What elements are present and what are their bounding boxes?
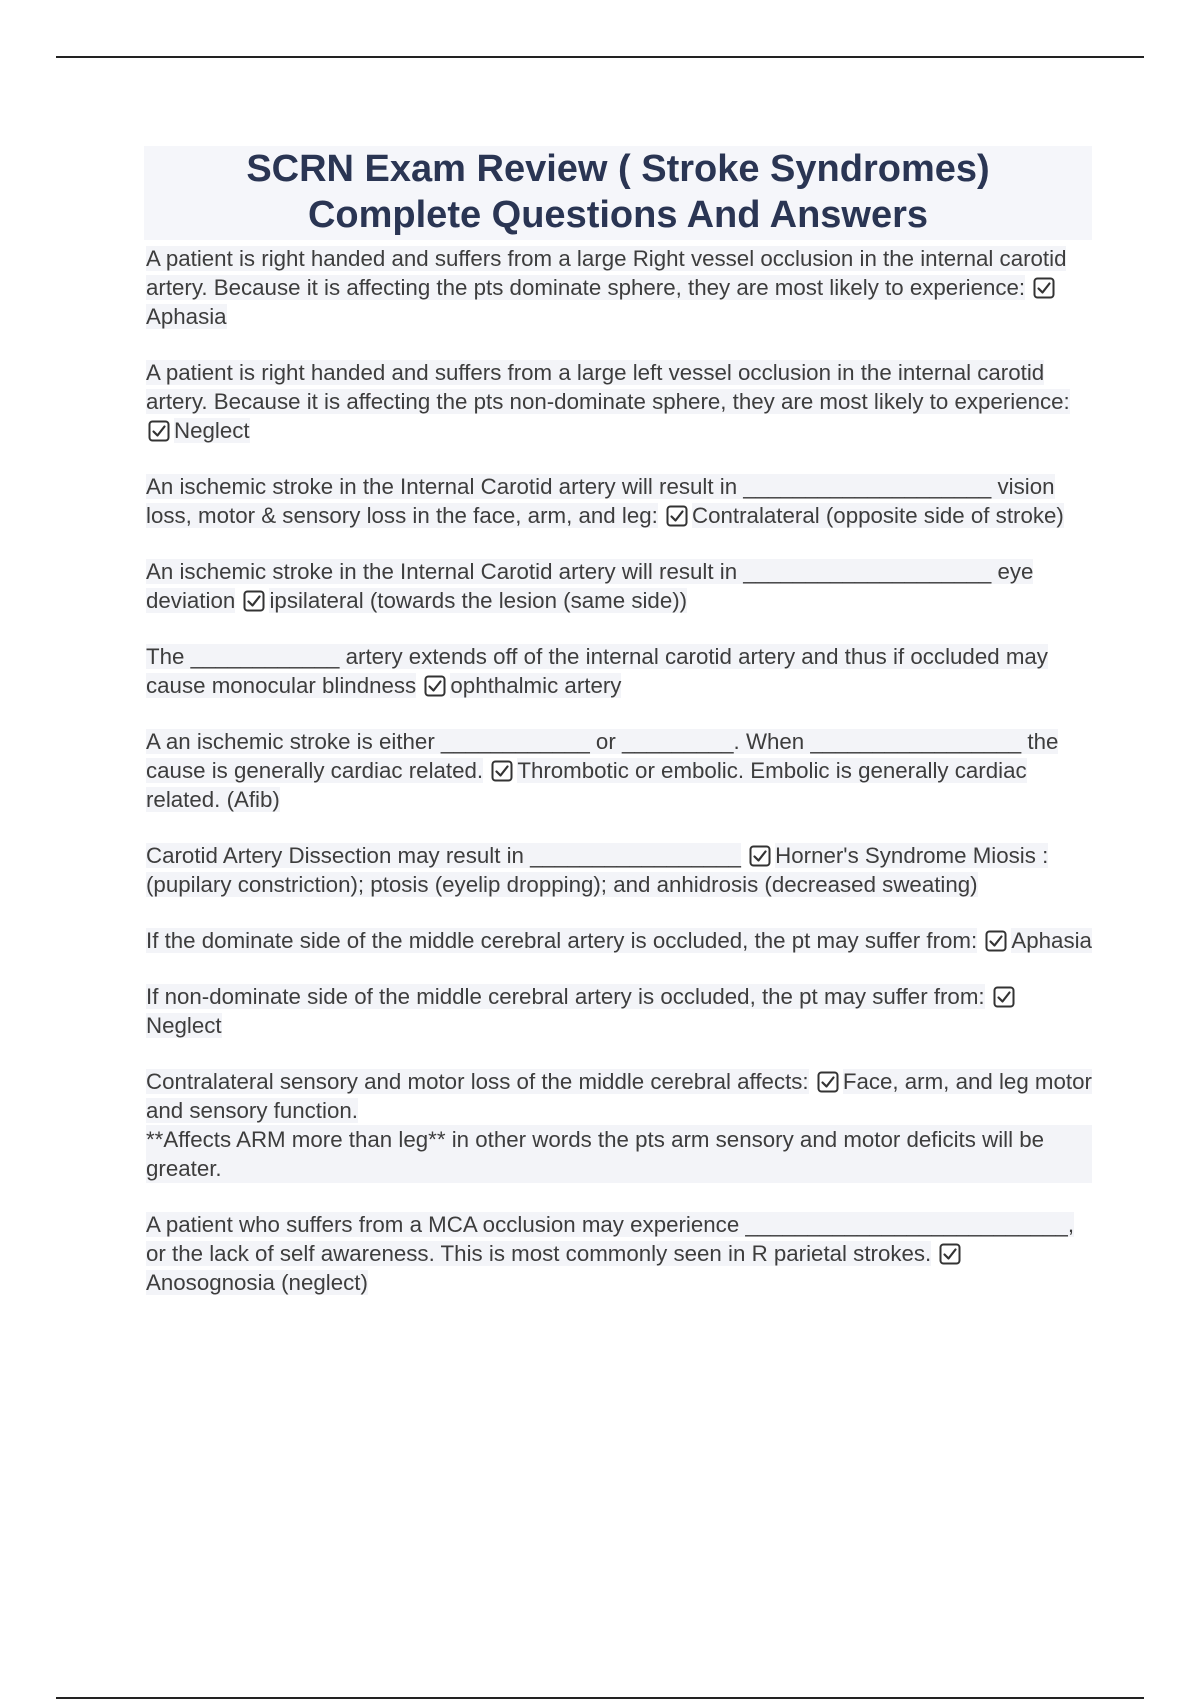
qa-item bbox=[144, 358, 1092, 445]
question-text: Contralateral sensory and motor loss of the middle cerebral affects: bbox=[146, 1069, 809, 1094]
qa-item bbox=[144, 244, 1092, 331]
answer-text: Aphasia bbox=[1011, 928, 1092, 953]
answer-text: ophthalmic artery bbox=[450, 673, 622, 698]
answer-text: Anosognosia (neglect) bbox=[146, 1270, 368, 1295]
question-text: The ____________ artery extends off of the internal carotid artery and thus if occluded may cause monocular blindness bbox=[146, 644, 1048, 698]
answer-text: Horner's Syndrome Miosis : (pupilary constriction); ptosis (eyelip dropping); and anhidrosis (decreased sweating) bbox=[146, 843, 1049, 897]
answer-text: Neglect bbox=[146, 1013, 222, 1038]
document-body bbox=[144, 146, 1092, 1324]
question-text: An ischemic stroke in the Internal Carotid artery will result in ____________________ vision loss, motor & sensory loss in the face, arm, and leg: bbox=[146, 474, 1055, 528]
checkbox-check-icon bbox=[243, 590, 265, 612]
question-text: A an ischemic stroke is either ____________ or _________. When _________________ the cause is generally cardiac related. bbox=[146, 729, 1059, 783]
checkbox-check-icon bbox=[148, 420, 170, 442]
footer-rule bbox=[56, 1697, 1144, 1699]
answer-text: Face, arm, and leg motor and sensory function. bbox=[146, 1069, 1092, 1123]
question-text: Carotid Artery Dissection may result in _________________ bbox=[146, 843, 741, 868]
question-text: A patient is right handed and suffers from a large Right vessel occlusion in the internal carotid artery. Because it is affecting the pts dominate sphere, they are most likely to experience: bbox=[146, 246, 1067, 300]
title-block bbox=[144, 146, 1092, 240]
checkbox-check-icon bbox=[424, 675, 446, 697]
answer-text: Aphasia bbox=[146, 304, 227, 329]
qa-item bbox=[144, 727, 1092, 814]
checkbox-check-icon bbox=[666, 505, 688, 527]
question-text: A patient is right handed and suffers from a large left vessel occlusion in the internal carotid artery. Because it is affecting the pts non-dominate sphere, they are most likely to experience: bbox=[146, 360, 1070, 414]
qa-list bbox=[144, 244, 1092, 1297]
qa-item bbox=[144, 1067, 1092, 1183]
checkbox-check-icon bbox=[985, 930, 1007, 952]
qa-item bbox=[144, 982, 1092, 1040]
qa-item bbox=[144, 926, 1092, 955]
checkbox-check-icon bbox=[749, 845, 771, 867]
checkbox-check-icon bbox=[993, 986, 1015, 1008]
answer-text: Contralateral (opposite side of stroke) bbox=[692, 503, 1064, 528]
header-rule bbox=[56, 56, 1144, 58]
answer-note: **Affects ARM more than leg** in other words the pts arm sensory and motor deficits will be greater. bbox=[146, 1125, 1092, 1183]
title-line-1: SCRN Exam Review ( Stroke Syndromes) bbox=[246, 148, 990, 190]
question-text: A patient who suffers from a MCA occlusion may experience __________________________, or the lack of self awareness. This is most commonly seen in R parietal strokes. bbox=[146, 1212, 1075, 1266]
question-text: An ischemic stroke in the Internal Carotid artery will result in ____________________ eye deviation bbox=[146, 559, 1034, 613]
qa-item bbox=[144, 642, 1092, 700]
checkbox-check-icon bbox=[817, 1071, 839, 1093]
checkbox-check-icon bbox=[1033, 277, 1055, 299]
answer-text: Neglect bbox=[174, 418, 250, 443]
title-line-2: Complete Questions And Answers bbox=[307, 194, 929, 236]
answer-text: Thrombotic or embolic. Embolic is generally cardiac related. (Afib) bbox=[146, 758, 1027, 812]
qa-item bbox=[144, 472, 1092, 530]
checkbox-check-icon bbox=[939, 1243, 961, 1265]
qa-item bbox=[144, 1210, 1092, 1297]
question-text: If non-dominate side of the middle cerebral artery is occluded, the pt may suffer from: bbox=[146, 984, 985, 1009]
answer-text: ipsilateral (towards the lesion (same side)) bbox=[269, 588, 688, 613]
qa-item bbox=[144, 557, 1092, 615]
question-text: If the dominate side of the middle cerebral artery is occluded, the pt may suffer from: bbox=[146, 928, 978, 953]
checkbox-check-icon bbox=[491, 760, 513, 782]
qa-item bbox=[144, 841, 1092, 899]
